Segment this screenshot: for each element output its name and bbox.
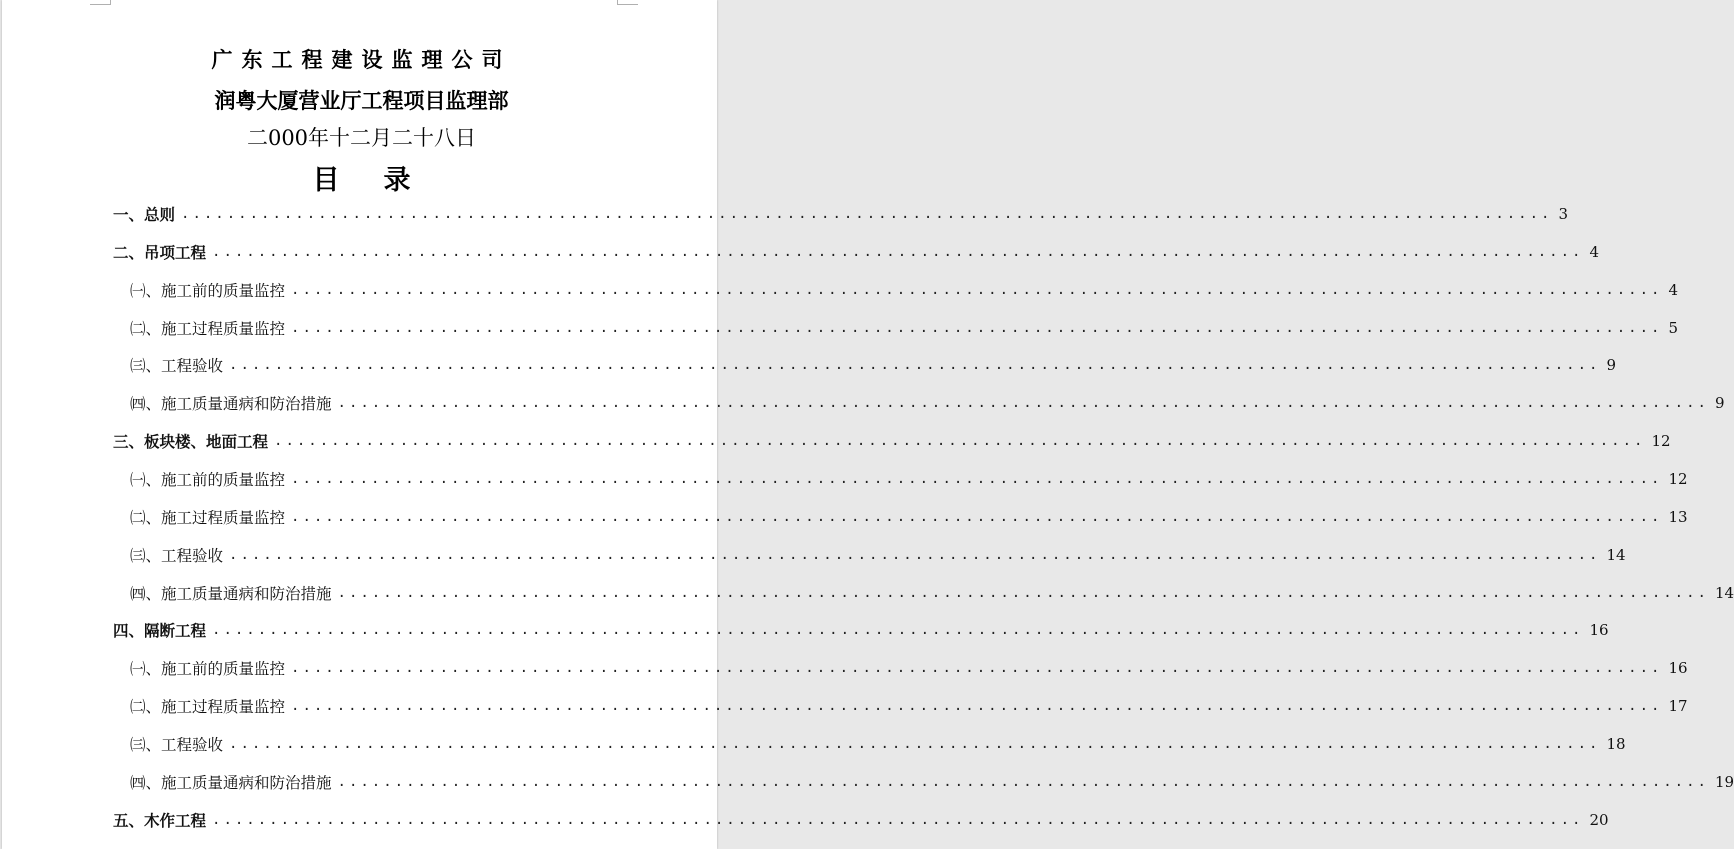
page-corner-marker [90, 0, 111, 5]
toc-entry[interactable] [130, 543, 1626, 567]
toc-entry-label: ㈡、施工过程质量监控 [130, 698, 286, 717]
document-page [2, 0, 1734, 849]
toc-entry-label: ㈠、施工前的质量监控 [130, 660, 286, 679]
toc-entry-page-number: 5 [1668, 318, 1679, 337]
toc-entry-page-number: 19 [1714, 772, 1734, 791]
toc-entry[interactable] [130, 694, 1688, 718]
toc-entry[interactable] [113, 240, 1600, 264]
toc-entry-page-number: 12 [1651, 432, 1671, 451]
toc-entry[interactable] [130, 581, 1734, 605]
toc-entry-page-number: 14 [1714, 583, 1734, 602]
toc-leader-dots: ........................................................................................................................ [291, 698, 1663, 715]
toc-entry[interactable] [130, 770, 1734, 794]
toc-entry[interactable] [130, 732, 1626, 756]
toc-entry-label: 三、板块楼、地面工程 [113, 432, 269, 452]
toc-entry-label: 五、木作工程 [113, 810, 207, 830]
toc-leader-dots: ........................................................................................................................ [229, 546, 1601, 563]
toc-entry-label: ㈣、施工质量通病和防治措施 [130, 773, 332, 792]
toc-entry[interactable] [113, 808, 1609, 832]
toc-entry-label: ㈣、施工质量通病和防治措施 [130, 584, 332, 603]
toc-entry[interactable] [130, 316, 1679, 340]
toc-leader-dots: ........................................................................................................................ [212, 811, 1584, 828]
toc-entry-label: 二、吊项工程 [113, 242, 207, 262]
toc-entry-page-number: 4 [1668, 280, 1679, 299]
toc-entry-page-number: 13 [1668, 507, 1688, 526]
project-department: 润粤大厦营业厅工程项目监理部 [214, 88, 509, 113]
toc-leader-dots: ........................................................................................................................ [291, 470, 1663, 487]
toc-entry-page-number: 16 [1589, 621, 1609, 640]
toc-entry-page-number: 16 [1668, 659, 1688, 678]
toc-entry-page-number: 18 [1606, 734, 1626, 753]
toc-entry-page-number: 3 [1558, 205, 1569, 223]
toc-entry[interactable] [130, 353, 1617, 377]
toc-entry[interactable] [113, 202, 1569, 226]
toc-entry-label: 一、总则 [113, 205, 176, 224]
toc-entry[interactable] [113, 618, 1609, 642]
toc-entry-page-number: 9 [1606, 356, 1617, 375]
toc-entry-page-number: 14 [1606, 545, 1626, 564]
toc-heading: 目录 [312, 165, 455, 196]
toc-entry-label: ㈣、施工质量通病和防治措施 [130, 395, 332, 414]
toc-leader-dots: ........................................................................................................................ [337, 773, 1709, 790]
toc-leader-dots: ........................................................................................................................ [229, 735, 1601, 752]
toc-leader-dots: ........................................................................................................................ [274, 433, 1646, 450]
toc-entry[interactable] [130, 505, 1688, 529]
toc-entry-page-number: 20 [1589, 810, 1609, 829]
toc-leader-dots: ........................................................................................................................ [291, 660, 1663, 677]
toc-entry-page-number: 17 [1668, 697, 1688, 716]
toc-entry[interactable] [130, 656, 1688, 680]
toc-leader-dots: ........................................................................................................................ [212, 622, 1584, 639]
toc-leader-dots: ........................................................................................................................ [337, 584, 1709, 601]
toc-entry-label: 四、隔断工程 [113, 621, 207, 641]
toc-leader-dots: ........................................................................................................................ [291, 508, 1663, 525]
toc-entry-label: ㈡、施工过程质量监控 [130, 508, 286, 527]
document-date: 二000年十二月二十八日 [246, 126, 477, 150]
toc-leader-dots: ........................................................................................................................ [337, 395, 1709, 412]
toc-leader-dots: ........................................................................................................................ [229, 357, 1601, 374]
toc-leader-dots: ........................................................................................................................ [181, 206, 1553, 222]
toc-leader-dots: ........................................................................................................................ [212, 243, 1584, 260]
toc-entry-label: ㈢、工程验收 [130, 357, 224, 376]
page-corner-marker [617, 0, 638, 5]
toc-entry-page-number: 4 [1589, 242, 1600, 261]
toc-entry-page-number: 9 [1714, 394, 1725, 413]
company-name: 广东工程建设监理公司 [211, 47, 512, 72]
toc-entry[interactable] [113, 429, 1671, 453]
toc-entry[interactable] [130, 278, 1679, 302]
toc-leader-dots: ........................................................................................................................ [291, 281, 1663, 298]
toc-entry[interactable] [130, 391, 1725, 415]
toc-entry-label: ㈠、施工前的质量监控 [130, 470, 286, 489]
toc-entry-label: ㈢、工程验收 [130, 735, 224, 754]
toc-entry-page-number: 12 [1668, 469, 1688, 488]
toc-leader-dots: ........................................................................................................................ [291, 319, 1663, 336]
toc-entry-label: ㈢、工程验收 [130, 546, 224, 565]
toc-entry-label: ㈠、施工前的质量监控 [130, 281, 286, 300]
toc-entry-label: ㈡、施工过程质量监控 [130, 319, 286, 338]
toc-entry[interactable] [130, 467, 1688, 491]
